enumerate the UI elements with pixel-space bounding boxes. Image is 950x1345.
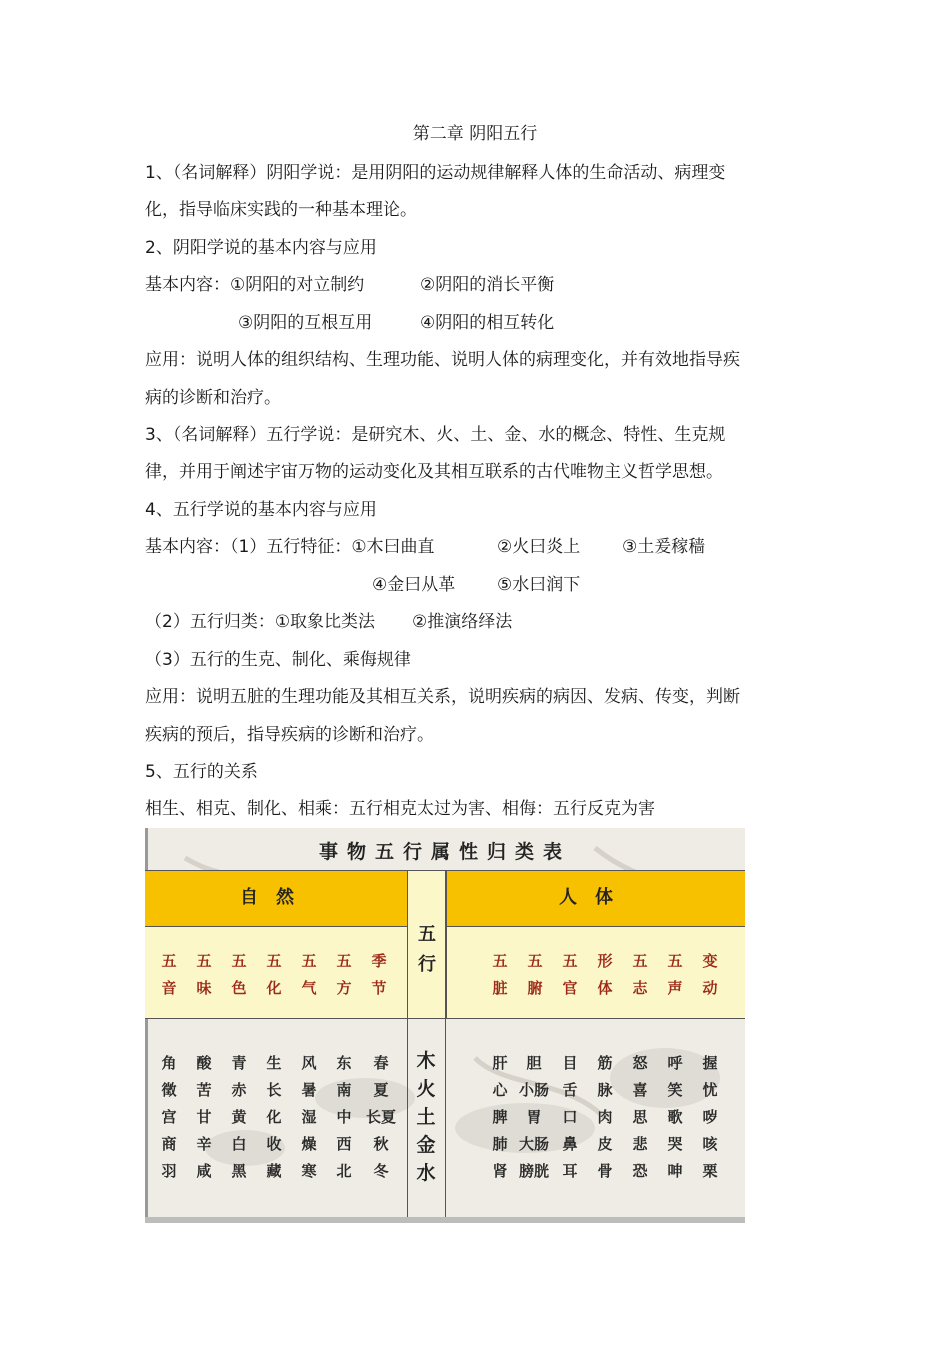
text-line-8: 3、（名词解释）五行学说：是研究木、火、土、金、水的概念、特性、生克规 — [145, 425, 726, 445]
divider — [445, 926, 745, 927]
human-col-body: 筋 脉 肉 皮 骨 — [597, 1054, 613, 1180]
text-line-12: ④金曰从革 — [372, 575, 456, 595]
text-line-6: 应用：说明人体的组织结构、生理功能、说明人体的病理变化，并有效地指导疾 — [145, 350, 740, 370]
human-col-voice: 呼 笑 歌 哭 呻 — [667, 1054, 683, 1180]
nature-sub-cell: 五 色 — [231, 952, 247, 997]
human-sub-cell: 五 声 — [667, 952, 683, 997]
human-sub-cell: 五 脏 — [492, 952, 508, 997]
nature-sub-cell: 五 化 — [266, 952, 282, 997]
nature-subheader — [145, 926, 407, 1018]
human-col-movement: 握 忧 哕 咳 栗 — [702, 1054, 718, 1180]
human-sub-cell: 五 志 — [632, 952, 648, 997]
text-line-13: （2）五行归类：①取象比类法 — [145, 612, 376, 632]
table-title: 事物五行属性归类表 — [318, 841, 571, 863]
human-sub-cell: 变 动 — [702, 952, 718, 997]
page-title: 第二章 阴阳五行 — [412, 124, 538, 144]
human-col-fu: 胆 小肠 胃 大肠 膀胱 — [518, 1054, 549, 1180]
elements-column: 木 火 土 金 水 — [416, 1050, 436, 1184]
text-line-11c: ③土爰稼穑 — [622, 537, 706, 557]
nature-sub-cell: 季 节 — [371, 952, 387, 997]
text-line-7: 病的诊断和治疗。 — [145, 388, 281, 408]
table-bottom-edge — [145, 1217, 745, 1223]
human-col-organ: 目 舌 口 鼻 耳 — [562, 1054, 578, 1180]
text-line-2: 化，指导临床实践的一种基本理论。 — [145, 200, 417, 220]
text-line-9: 律，并用于阐述宇宙万物的运动变化及其相互联系的古代唯物主义哲学思想。 — [145, 462, 723, 482]
human-col-zang: 肝 心 脾 肺 肾 — [492, 1054, 508, 1180]
text-line-5: ③阴阳的互根互用 — [238, 313, 373, 333]
text-line-4: 基本内容：①阴阳的对立制约 — [145, 275, 365, 295]
nature-col-qi: 风 暑 湿 燥 寒 — [301, 1054, 317, 1180]
text-line-16: 疾病的预后，指导疾病的诊断和治疗。 — [145, 725, 434, 745]
nature-header: 自然 — [145, 870, 407, 926]
nature-col-change: 生 长 化 收 藏 — [266, 1054, 282, 1180]
text-line-18: 相生、相克、制化、相乘：五行相克太过为害、相侮：五行反克为害 — [145, 799, 655, 819]
nature-col-color: 青 赤 黄 白 黑 — [231, 1054, 247, 1180]
human-col-emotion: 怒 喜 思 悲 恐 — [632, 1054, 648, 1180]
text-line-3: 2、阴阳学说的基本内容与应用 — [145, 238, 377, 258]
five-elements-label: 五 行 — [418, 924, 436, 975]
nature-col-direction: 东 南 中 西 北 — [336, 1054, 352, 1180]
text-line-14: （3）五行的生克、制化、乘侮规律 — [145, 650, 411, 670]
divider — [145, 926, 407, 927]
human-sub-cell: 五 腑 — [527, 952, 543, 997]
text-line-1: 1、（名词解释）阴阳学说：是用阴阳的运动规律解释人体的生命活动、病理变 — [145, 163, 726, 183]
divider — [445, 870, 446, 1217]
nature-sub-cell: 五 音 — [161, 952, 177, 997]
nature-col-sound: 角 徵 宫 商 羽 — [161, 1054, 177, 1180]
nature-col-taste: 酸 苦 甘 辛 咸 — [196, 1054, 212, 1180]
text-line-11: 基本内容：（1）五行特征：①木曰曲直 — [145, 537, 435, 557]
human-subheader — [445, 926, 745, 1018]
text-line-13b: ②推演络绎法 — [412, 612, 513, 632]
five-elements-header — [407, 870, 447, 1018]
human-header: 人体 — [445, 870, 745, 926]
nature-sub-cell: 五 方 — [336, 952, 352, 997]
text-line-12b: ⑤水曰润下 — [497, 575, 581, 595]
nature-col-season: 春 夏 长夏 秋 冬 — [365, 1054, 396, 1180]
nature-sub-cell: 五 味 — [196, 952, 212, 997]
text-line-10: 4、五行学说的基本内容与应用 — [145, 500, 377, 520]
human-sub-cell: 形 体 — [597, 952, 613, 997]
five-elements-table-image — [145, 828, 745, 1223]
text-line-15: 应用：说明五脏的生理功能及其相互关系，说明疾病的病因、发病、传变，判断 — [145, 687, 740, 707]
text-line-5b: ④阴阳的相互转化 — [420, 313, 555, 333]
nature-sub-cell: 五 气 — [301, 952, 317, 997]
text-line-4b: ②阴阳的消长平衡 — [420, 275, 555, 295]
text-line-11b: ②火曰炎上 — [497, 537, 581, 557]
text-line-17: 5、五行的关系 — [145, 762, 258, 782]
human-sub-cell: 五 官 — [562, 952, 578, 997]
